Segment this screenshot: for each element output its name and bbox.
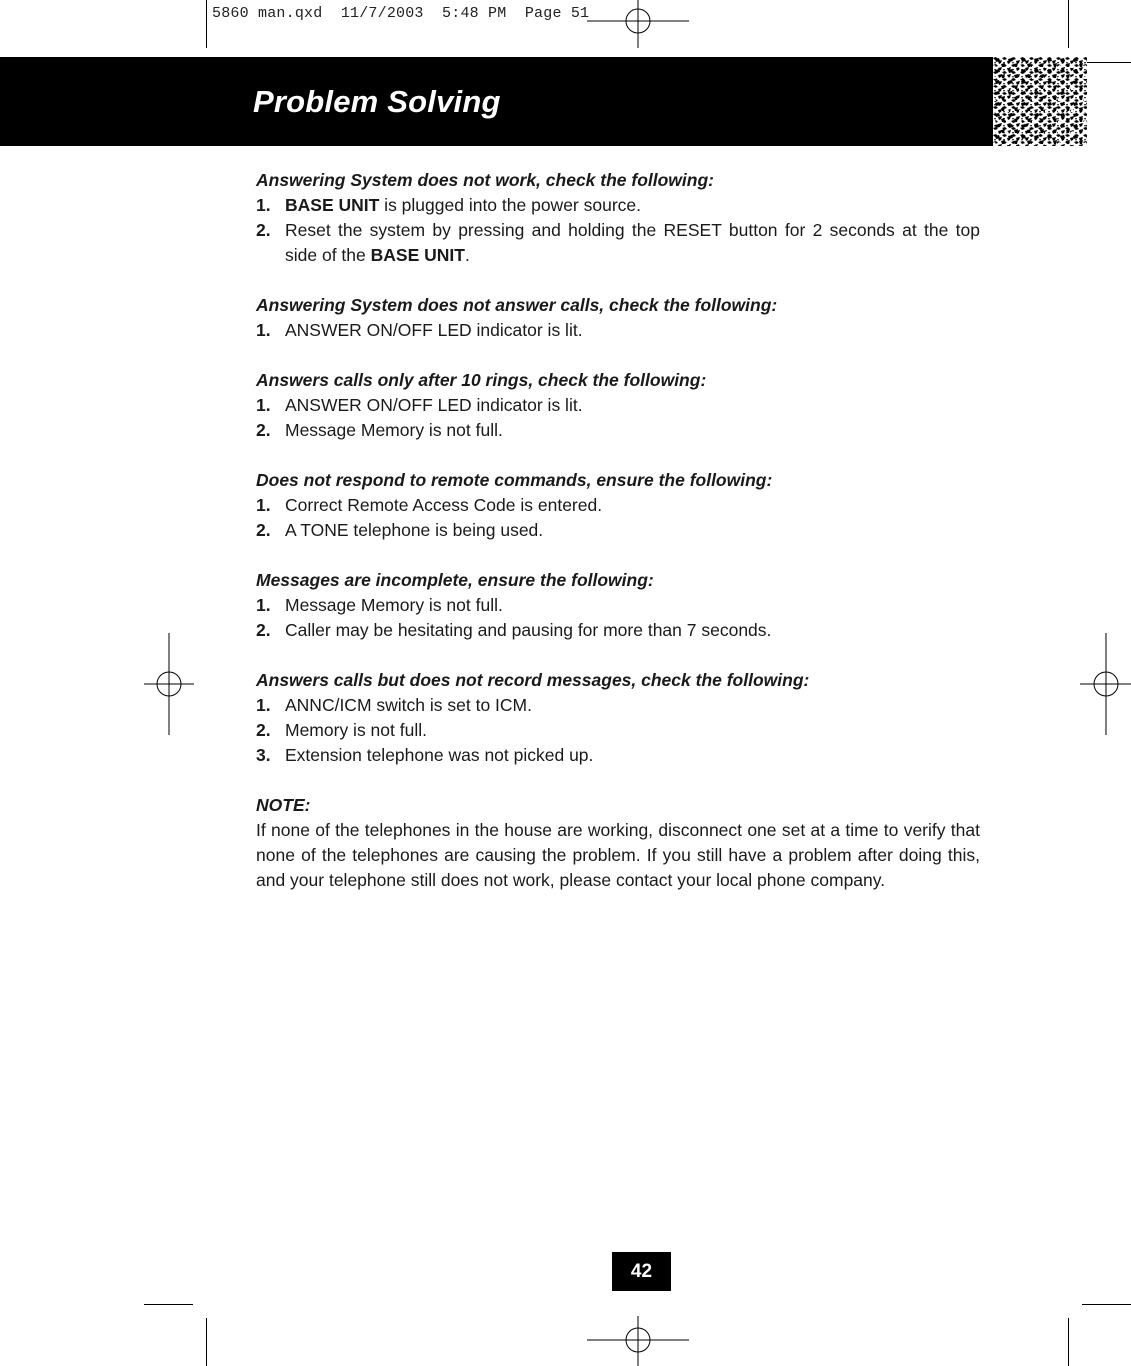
item-number: 1. xyxy=(256,695,271,715)
item-text: ANSWER ON/OFF LED indicator is lit. xyxy=(285,395,583,415)
list-item xyxy=(256,393,980,418)
note-section xyxy=(256,793,980,893)
crop-mark xyxy=(206,0,207,48)
section-system-not-working xyxy=(256,168,980,268)
item-number: 1. xyxy=(256,495,271,515)
troubleshooting-content xyxy=(256,168,980,918)
item-text: Extension telephone was not picked up. xyxy=(285,745,594,765)
list-item xyxy=(256,418,980,443)
list-item xyxy=(256,618,980,643)
page-number: 42 xyxy=(612,1252,671,1291)
section-ten-rings xyxy=(256,368,980,443)
section-remote-commands xyxy=(256,468,980,543)
item-text: A TONE telephone is being used. xyxy=(285,520,544,540)
base-unit-label: BASE UNIT xyxy=(285,195,380,215)
item-text xyxy=(285,218,980,268)
crop-mark xyxy=(1082,62,1131,63)
item-text: ANNC/ICM switch is set to ICM. xyxy=(285,695,532,715)
item-number: 1. xyxy=(256,320,271,340)
item-number: 2. xyxy=(256,220,271,240)
crop-mark xyxy=(1068,1318,1069,1366)
crop-mark xyxy=(1082,1304,1131,1305)
section-heading: Does not respond to remote commands, ensure the following: xyxy=(256,470,773,490)
halftone-texture xyxy=(993,57,1087,146)
item-number: 1. xyxy=(256,395,271,415)
list-item xyxy=(256,593,980,618)
note-heading: NOTE: xyxy=(256,795,311,815)
list-item xyxy=(256,518,980,543)
crop-mark xyxy=(144,1304,193,1305)
item-text: Caller may be hesitating and pausing for more than 7 seconds. xyxy=(285,620,772,640)
registration-mark-right xyxy=(1080,633,1131,735)
item-text: ANSWER ON/OFF LED indicator is lit. xyxy=(285,320,583,340)
item-text-pre: Reset the system by pressing and holding the RESET button for 2 seconds at the top side of the xyxy=(285,220,980,265)
registration-mark-left xyxy=(144,633,194,735)
item-number: 1. xyxy=(256,595,271,615)
item-number: 2. xyxy=(256,620,271,640)
section-not-answering xyxy=(256,293,980,343)
section-heading: Answers calls but does not record messages, check the following: xyxy=(256,670,810,690)
registration-mark-top xyxy=(587,0,689,50)
item-text: Message Memory is not full. xyxy=(285,420,503,440)
section-heading: Answering System does not answer calls, check the following: xyxy=(256,295,778,315)
item-number: 3. xyxy=(256,745,271,765)
registration-mark-bottom xyxy=(587,1316,689,1366)
note-body: If none of the telephones in the house are working, disconnect one set at a time to verify that none of the telephones are causing the problem. If you still have a problem after doing this, and your telephone still does not work, please contact your local phone company. xyxy=(256,820,980,890)
item-text: Memory is not full. xyxy=(285,720,427,740)
item-text-post: . xyxy=(464,245,470,265)
item-text: Correct Remote Access Code is entered. xyxy=(285,495,603,515)
crop-mark xyxy=(206,1318,207,1366)
item-text xyxy=(285,193,980,218)
section-heading: Messages are incomplete, ensure the following: xyxy=(256,570,654,590)
crop-mark xyxy=(1068,0,1069,48)
list-item xyxy=(256,218,980,268)
print-slug: 5860 man.qxd 11/7/2003 5:48 PM Page 51 xyxy=(212,5,590,22)
item-number: 2. xyxy=(256,720,271,740)
list-item xyxy=(256,718,980,743)
list-item xyxy=(256,493,980,518)
section-heading: Answering System does not work, check the following: xyxy=(256,170,714,190)
section-incomplete-messages xyxy=(256,568,980,643)
item-number: 2. xyxy=(256,520,271,540)
item-number: 1. xyxy=(256,195,271,215)
section-no-record xyxy=(256,668,980,768)
list-item xyxy=(256,693,980,718)
list-item xyxy=(256,318,980,343)
item-number: 2. xyxy=(256,420,271,440)
page-title: Problem Solving xyxy=(253,84,501,119)
base-unit-label: BASE UNIT xyxy=(370,245,465,265)
list-item xyxy=(256,193,980,218)
list-item xyxy=(256,743,980,768)
item-text: Message Memory is not full. xyxy=(285,595,503,615)
section-heading: Answers calls only after 10 rings, check the following: xyxy=(256,370,707,390)
item-text-rest: is plugged into the power source. xyxy=(379,195,642,215)
